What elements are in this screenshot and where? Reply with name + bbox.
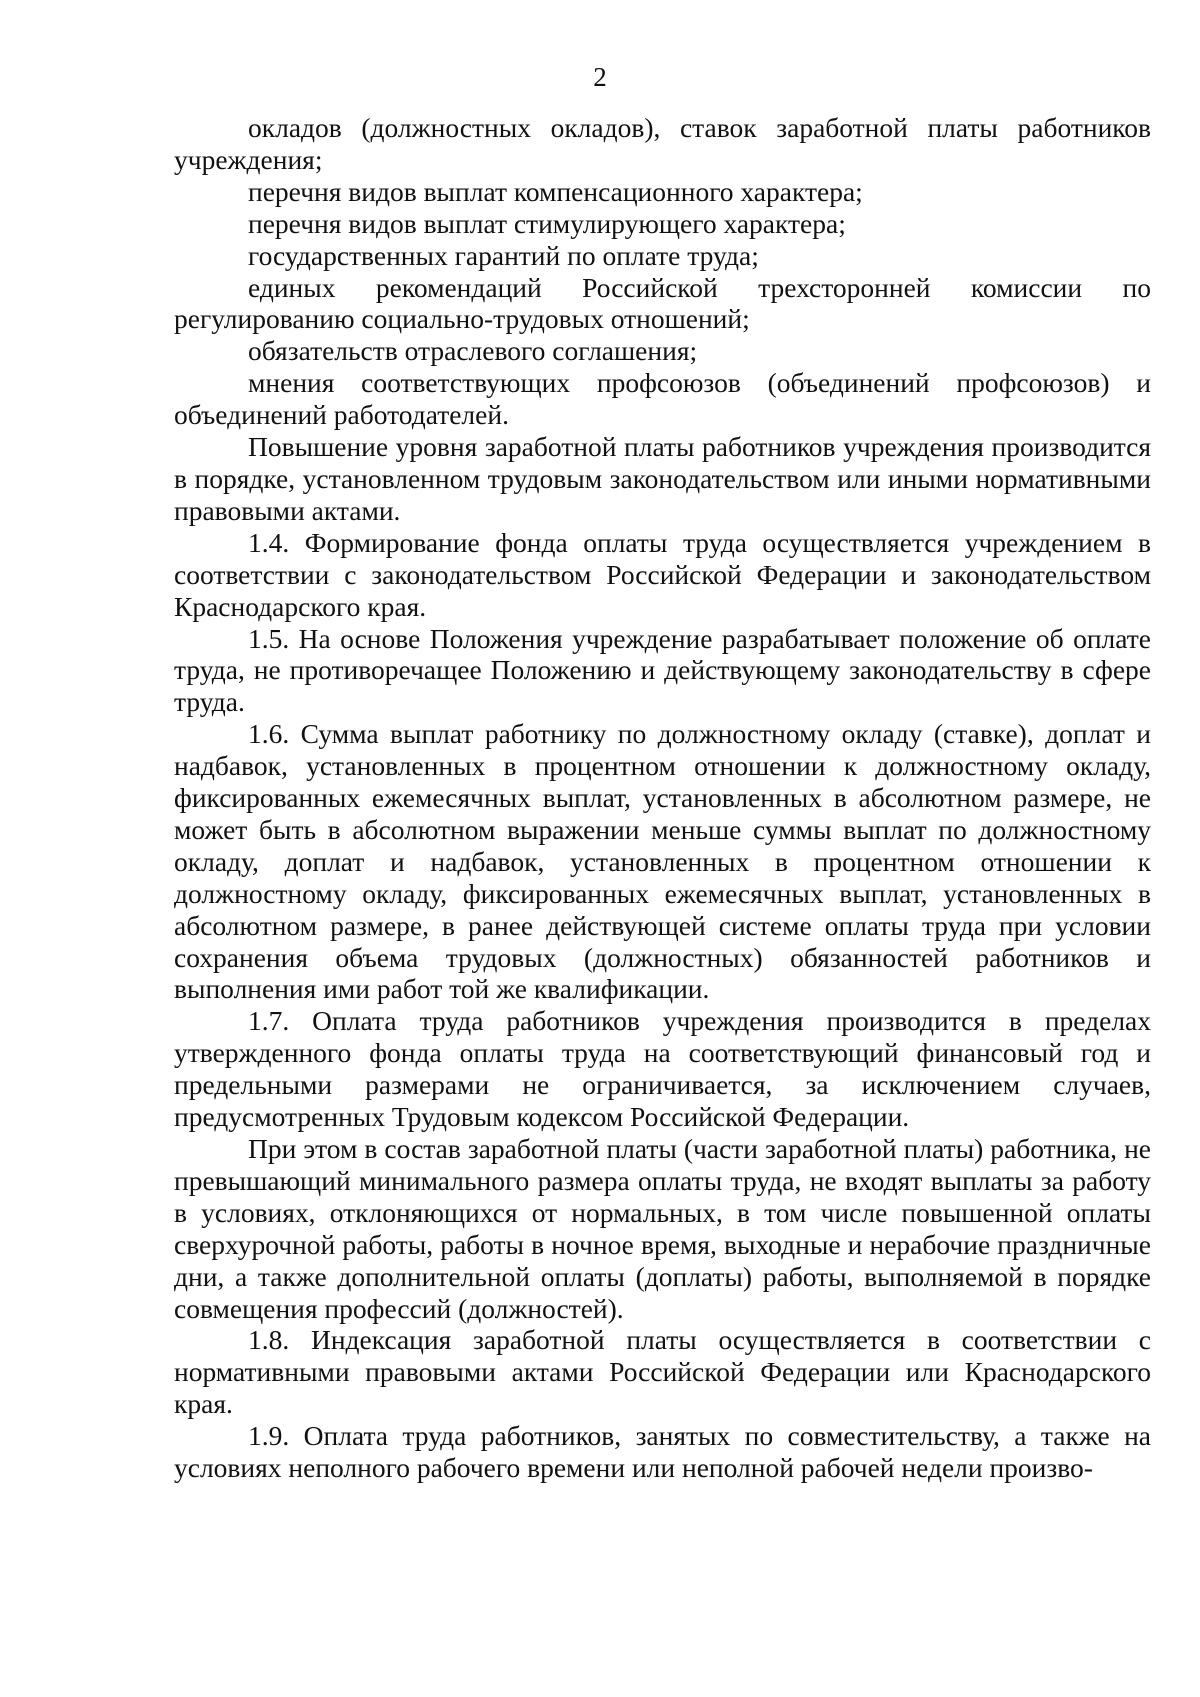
- paragraph: 1.9. Оплата труда работников, занятых по совместительству, а также на условиях неполного рабочего времени или неполной рабочей недели произво-: [174, 1420, 1151, 1484]
- paragraph: Повышение уровня заработной платы работников учреждения производится в порядке, установленном трудовым законодательством или иными нормативными правовыми актами.: [174, 431, 1151, 526]
- paragraph: государственных гарантий по оплате труда;: [248, 239, 759, 271]
- paragraph: перечня видов выплат стимулирующего характера;: [248, 207, 846, 239]
- paragraph: мнения соответствующих профсоюзов (объединений профсоюзов) и объединений работодателей.: [174, 367, 1151, 431]
- page-number: 2: [593, 62, 607, 92]
- paragraph: окладов (должностных окладов), ставок заработной платы работников учреждения;: [174, 112, 1151, 175]
- paragraph: 1.5. На основе Положения учреждение разрабатывает положение об оплате труда, не противоречащее Положению и действующему законодательству в сфере труда.: [174, 622, 1151, 718]
- paragraph: 1.4. Формирование фонда оплаты труда осуществляется учреждением в соответствии с законодательством Российской Федерации и законодательством Краснодарского края.: [174, 526, 1151, 622]
- paragraph: 1.7. Оплата труда работников учреждения производится в пределах утвержденного фонда оплаты труда на соответствующий финансовый год и предельными размерами не ограничивается, за исключением случаев, предусмотренных Трудовым кодексом Российской Федерации.: [174, 1005, 1151, 1133]
- paragraph: перечня видов выплат компенсационного характера;: [248, 175, 863, 207]
- paragraph: единых рекомендаций Российской трехсторонней комиссии по регулированию социально-трудовых отношений;: [174, 271, 1151, 335]
- paragraph: 1.6. Сумма выплат работнику по должностному окладу (ставке), доплат и надбавок, установленных в процентном отношении к должностному окладу, фиксированных ежемесячных выплат, установленных в абсолютном размере, не может быть в абсолютном выражении меньше суммы выплат по должностному окладу, доплат и надбавок, установленных в процентном отношении к должностному окладу, фиксированных ежемесячных выплат, установленных в абсолютном размере, в ранее действующей системе оплаты труда при условии сохранения объема трудовых (должностных) обязанностей работников и выполнения ими работ той же квалификации.: [174, 718, 1151, 1005]
- document-body: [174, 112, 1151, 1484]
- paragraph: обязательств отраслевого соглашения;: [248, 335, 698, 367]
- paragraph: 1.8. Индексация заработной платы осуществляется в соответствии с нормативными правовыми актами Российской Федерации или Краснодарского края.: [174, 1324, 1151, 1420]
- paragraph: При этом в состав заработной платы (части заработной платы) работника, не превышающий минимального размера оплаты труда, не входят выплаты за работу в условиях, отклоняющихся от нормальных, в том числе повышенной оплаты сверхурочной работы, работы в ночное время, выходные и нерабочие праздничные дни, а также дополнительной оплаты (доплаты) работы, выполняемой в порядке совмещения профессий (должностей).: [174, 1133, 1151, 1324]
